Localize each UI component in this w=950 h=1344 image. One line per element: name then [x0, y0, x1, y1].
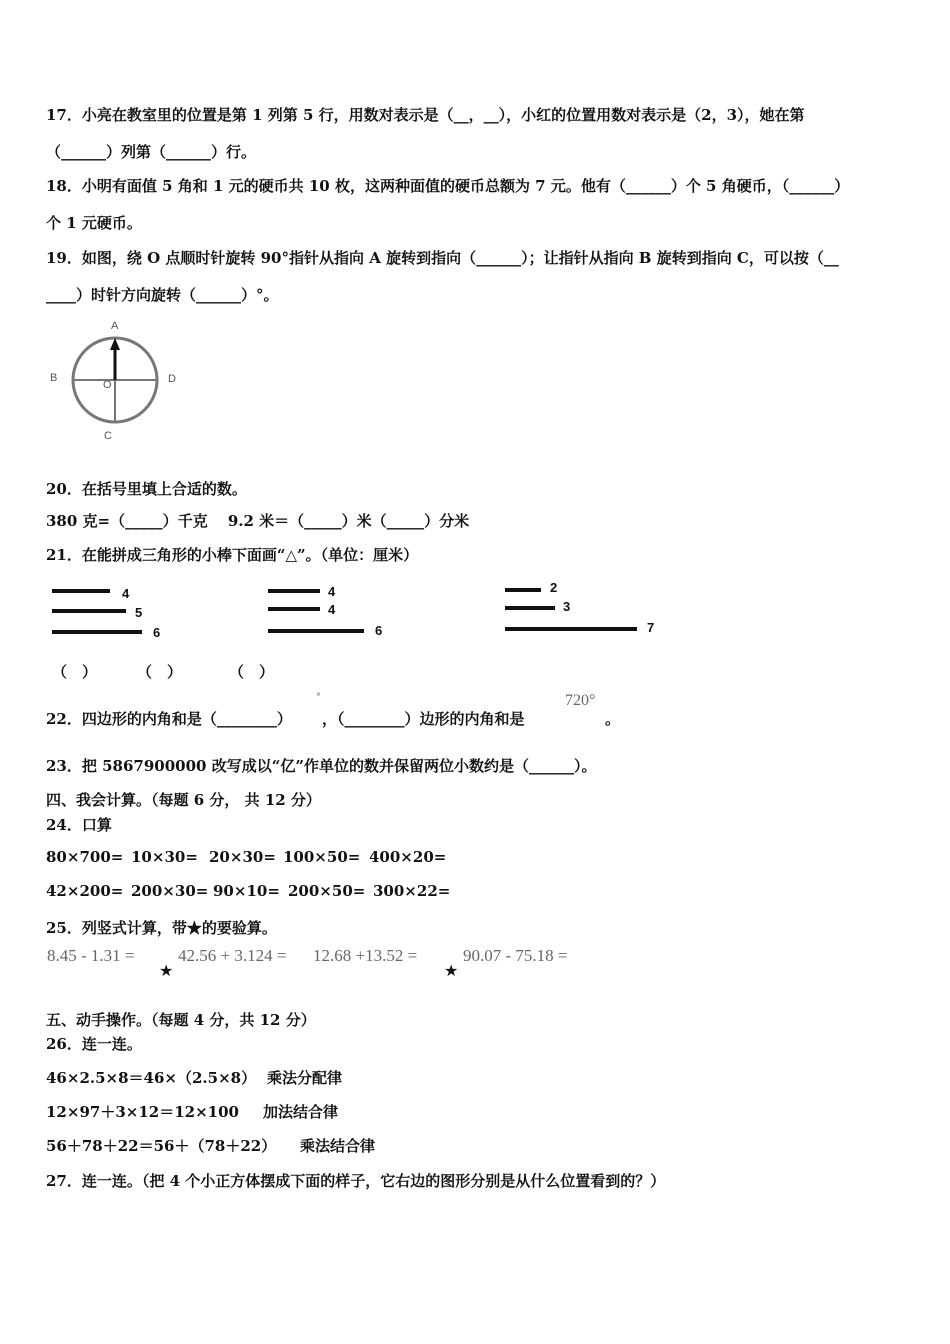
section5-title: 五、动手操作。（每题 4 分，共 12 分） — [46, 1011, 316, 1029]
vertical-calc-item: 90.07 - 75.18 = — [463, 946, 568, 965]
stick — [268, 629, 364, 633]
pointer-arrowhead — [110, 338, 120, 350]
stick — [268, 607, 320, 611]
oral-item: 400×20= — [369, 848, 447, 866]
answer-bracket[interactable]: （ ） — [52, 663, 98, 681]
q27-line: 27．连一连。（把 4 个小正方体摆成下面的样子，它右边的图形分别是从什么位置看到的？） — [46, 1172, 666, 1190]
oral-item: 90×10= — [213, 882, 280, 900]
q17-line2: （______）列第（______）行。 — [46, 143, 257, 161]
stick-length: 4 — [328, 602, 336, 617]
q22-end: 。 — [605, 710, 621, 728]
expression-left[interactable]: 56＋78＋22＝56＋（78＋22） — [46, 1137, 277, 1155]
oral-item: 80×700= — [46, 848, 124, 866]
stick-length: 3 — [563, 599, 571, 614]
expression-left[interactable]: 46×2.5×8＝46×（2.5×8） — [46, 1069, 257, 1087]
law-right[interactable]: 乘法结合律 — [300, 1137, 376, 1155]
q22-part2: ，（________）边形的内角和是 — [322, 710, 525, 728]
stick-length: 4 — [328, 584, 336, 599]
vertical-calc-item: 12.68 +13.52 = — [313, 946, 418, 965]
q23-line: 23．把 5867900000 改写成以“亿”作单位的数并保留两位小数约是（______）。 — [46, 757, 597, 775]
vertical-calc-item: 8.45 - 1.31 = — [47, 946, 135, 965]
oral-item: 42×200= — [46, 882, 124, 900]
q26-title: 26．连一连。 — [46, 1035, 142, 1053]
clock-figure — [40, 318, 190, 448]
q19-line1: 19．如图，绕 O 点顺时针旋转 90°指针从指向 A 旋转到指向（______）；让指针从指向 B 旋转到指向 C，可以按（__ — [46, 249, 839, 267]
stick — [52, 609, 126, 613]
stick — [52, 630, 142, 634]
expression-left[interactable]: 12×97＋3×12＝12×100 — [46, 1103, 239, 1121]
stick-length: 6 — [153, 625, 161, 640]
stick-length: 4 — [122, 586, 130, 601]
stick — [268, 589, 320, 593]
oral-item: 20×30= — [209, 848, 276, 866]
q19-line2: ____）时针方向旋转（______）°。 — [46, 286, 279, 304]
stick-length: 5 — [135, 605, 143, 620]
stick-length: 2 — [550, 580, 558, 595]
q21-title: 21．在能拼成三角形的小棒下面画“△”。（单位：厘米） — [46, 546, 419, 564]
q24-title: 24．口算 — [46, 816, 112, 834]
stick-length: 6 — [375, 623, 383, 638]
label-c: C — [104, 430, 112, 442]
stick — [52, 589, 110, 593]
answer-bracket[interactable]: （ ） — [229, 663, 275, 681]
stick — [505, 588, 541, 592]
stick-length: 7 — [647, 620, 655, 635]
oral-item: 300×22= — [373, 882, 451, 900]
label-a: A — [111, 320, 119, 332]
q22-part1: 22．四边形的内角和是（________） — [46, 710, 292, 728]
q18-line1: 18．小明有面值 5 角和 1 元的硬币共 10 枚，这两种面值的硬币总额为 7 元。他有（______）个 5 角硬币，（______） — [46, 177, 850, 195]
q25-title: 25．列竖式计算，带★的要验算。 — [46, 919, 277, 937]
section4-title: 四、我会计算。（每题 6 分， 共 12 分） — [46, 791, 321, 809]
q20-title: 20．在括号里填上合适的数。 — [46, 480, 247, 498]
q20-line: 380 克=（_____）千克 9.2 米＝（_____）米（_____）分米 — [46, 512, 470, 530]
law-right[interactable]: 加法结合律 — [263, 1103, 339, 1121]
q22-value: 720° — [565, 692, 596, 709]
vertical-calc-item: 42.56 + 3.124 = — [178, 946, 287, 965]
label-o: O — [103, 379, 112, 391]
star-icon: ★ — [159, 961, 174, 980]
label-b: B — [50, 372, 58, 384]
oral-item: 200×50= — [288, 882, 366, 900]
oral-item: 200×30= — [131, 882, 209, 900]
stick — [505, 627, 637, 631]
oral-item: 100×50= — [283, 848, 361, 866]
oral-item: 10×30= — [131, 848, 198, 866]
q18-line2: 个 1 元硬币。 — [46, 214, 142, 232]
law-right[interactable]: 乘法分配律 — [267, 1069, 343, 1087]
q17-line1: 17．小亮在教室里的位置是第 1 列第 5 行，用数对表示是（__，__），小红的位置用数对表示是（2，3），她在第 — [46, 106, 805, 124]
stick — [505, 606, 555, 610]
q22-degree: ° — [316, 692, 321, 703]
star-icon: ★ — [444, 961, 459, 980]
answer-bracket[interactable]: （ ） — [137, 663, 183, 681]
label-d: D — [168, 373, 176, 385]
